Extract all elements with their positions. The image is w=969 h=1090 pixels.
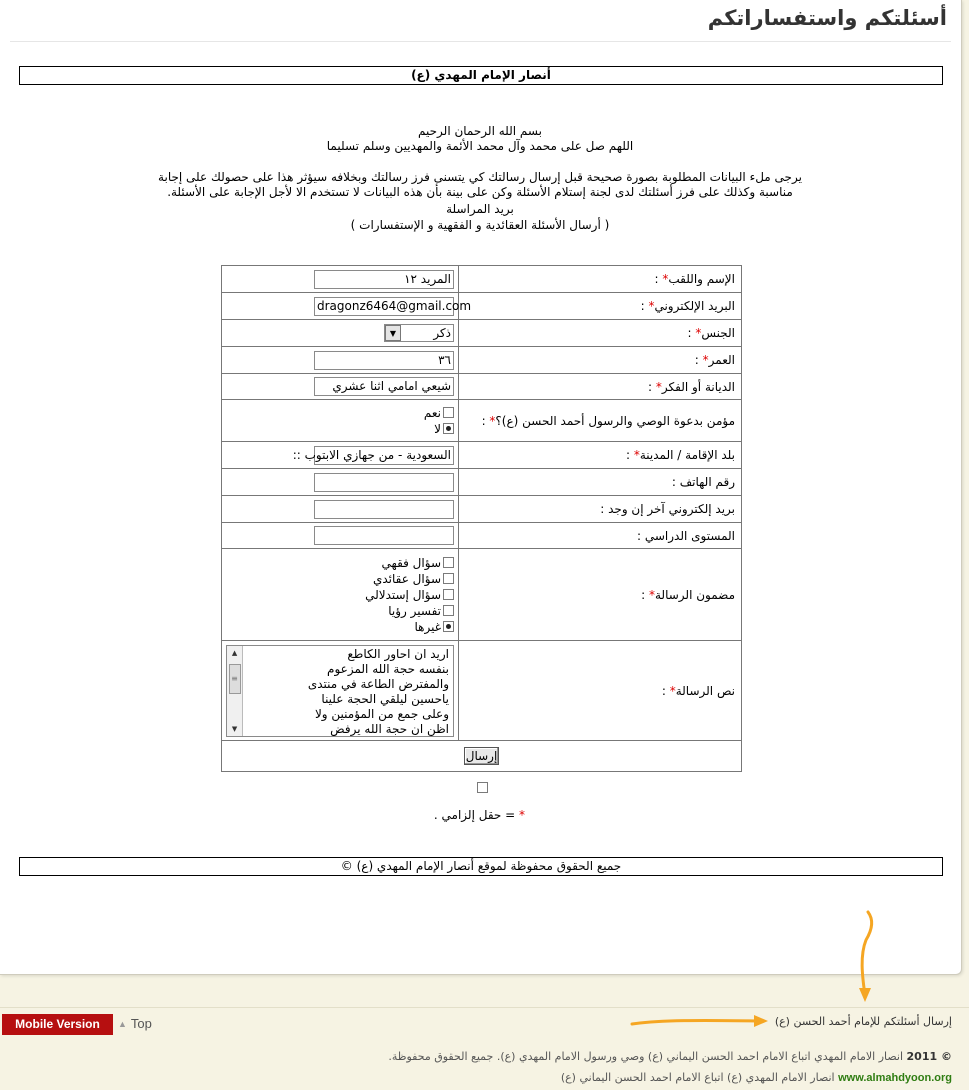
city-label: بلد الإقامة / المدينة* :: [459, 442, 742, 469]
radio-unchecked[interactable]: [443, 605, 454, 616]
form-row-submit: [222, 741, 742, 772]
annotation-arrowhead-down: [859, 988, 871, 1002]
belief-label: مؤمن بدعوة الوصي والرسول أحمد الحسن (ع)؟* :: [459, 400, 742, 442]
title-divider: [10, 41, 951, 42]
submit-button[interactable]: إرسال: [465, 749, 498, 763]
alt-email-label: بريد إلكتروني آخر إن وجد :: [459, 496, 742, 523]
belief-option-yes[interactable]: نعم: [226, 405, 454, 421]
message-textarea[interactable]: [226, 645, 454, 737]
radio-unchecked[interactable]: [443, 557, 454, 568]
form-row-city: [222, 442, 742, 469]
message-text[interactable]: اريد ان احاور الكاطع بنفسه حجة الله المزعوم والمفترض الطاعة في منتدى ياحسين ليلقي الحجة علينا وعلى جمع من المؤمنين ولا اظن ان حجة الله يرفض: [307, 646, 449, 736]
radio-checked[interactable]: [443, 621, 454, 632]
intro-instruction-1: يرجى ملء البيانات المطلوبة بصورة صحيحة قبل إرسال رسالتك كي يتسنى فرز رسالتك وبخلافه سيؤثر هذا على حصولك على إجابة: [158, 170, 802, 184]
site-header-box: أنصار الإمام المهدي (ع): [19, 66, 943, 85]
mobile-version-button[interactable]: Mobile Version: [2, 1014, 113, 1035]
age-input[interactable]: ٣٦: [314, 351, 454, 370]
religion-label: الديانة أو الفكر* :: [459, 374, 742, 400]
radio-unchecked[interactable]: [443, 407, 454, 418]
phone-input[interactable]: [314, 473, 454, 492]
arrow-up-icon: ▲: [118, 1018, 127, 1029]
top-link[interactable]: [118, 1016, 152, 1031]
content-option-dream[interactable]: تفسير رؤيا: [226, 603, 454, 619]
scrollbar[interactable]: [227, 646, 243, 736]
name-input[interactable]: المريد ١٢: [314, 270, 454, 289]
form-row-gender: [222, 320, 742, 347]
form-row-phone: [222, 469, 742, 496]
footer-page-link[interactable]: إرسال أسئلتكم للإمام أحمد الحسن (ع): [774, 1015, 952, 1028]
annotation-arrowhead-right: [754, 1015, 768, 1027]
site-credit-line: www.almahdyoon.org انصار الامام المهدي (ع) اتباع الامام احمد الحسن اليماني (ع): [560, 1071, 952, 1084]
gender-select[interactable]: [384, 324, 454, 342]
footer-divider: [0, 1007, 969, 1008]
alt-email-input[interactable]: [314, 500, 454, 519]
radio-checked[interactable]: [443, 423, 454, 434]
chevron-down-icon[interactable]: ▼: [385, 325, 401, 341]
intro-mail-subtitle: ( أرسال الأسئلة العقائدية و الفقهية و الإستفسارات ): [350, 218, 610, 232]
content-option-aqaid[interactable]: سؤال عقائدي: [226, 571, 454, 587]
intro-salawat: اللهم صل على محمد وآل محمد الأئمة والمهديين وسلم تسليما: [326, 139, 634, 153]
content-option-fiqh[interactable]: سؤال فقهي: [226, 555, 454, 571]
top-link-label[interactable]: Top: [130, 1016, 152, 1031]
gender-select-value: ذكر: [433, 326, 451, 340]
intro-basmala: بسم الله الرحمان الرحيم: [418, 124, 542, 138]
phone-label: رقم الهاتف :: [459, 469, 742, 496]
education-label: المستوى الدراسي :: [459, 523, 742, 549]
form-row-email: [222, 293, 742, 320]
form-row-content: [222, 549, 742, 641]
form-row-education: [222, 523, 742, 549]
form-row-religion: [222, 374, 742, 400]
intro-mail-title: بريد المراسلة: [446, 202, 514, 216]
checkbox[interactable]: [477, 782, 488, 793]
education-input[interactable]: [314, 526, 454, 545]
belief-option-no[interactable]: لا: [226, 421, 454, 437]
site-url-link[interactable]: www.almahdyoon.org: [838, 1072, 952, 1084]
form-row-belief: [222, 400, 742, 442]
form-row-message: [222, 641, 742, 741]
form-row-name: [222, 266, 742, 293]
intro-instruction-2: مناسبة وكذلك على فرز أسئلتك لدى لجنة إستلام الأسئلة وكن على بينة بأن هذه البيانات لا تستخدم الا لأجل الإجابة على الأسئلة.: [167, 185, 793, 199]
copyright-year: © 2011: [906, 1050, 952, 1063]
religion-input[interactable]: شيعي امامي اثنا عشري: [314, 377, 454, 396]
scroll-up-icon[interactable]: ▲: [231, 648, 238, 657]
message-label: نص الرسالة* :: [459, 641, 742, 741]
radio-unchecked[interactable]: [443, 573, 454, 584]
content-option-other[interactable]: غيرها: [226, 619, 454, 635]
content-option-istidlal[interactable]: سؤال إستدلالي: [226, 587, 454, 603]
email-input[interactable]: dragonz6464@gmail.com: [314, 297, 454, 316]
scroll-down-icon[interactable]: ▼: [231, 724, 238, 733]
scroll-thumb[interactable]: ≡: [229, 664, 241, 694]
content-label: مضمون الرسالة* :: [459, 549, 742, 641]
age-label: العمر* :: [459, 347, 742, 374]
name-label: الإسم واللقب* :: [459, 266, 742, 293]
email-label: البريد الإلكتروني* :: [459, 293, 742, 320]
radio-unchecked[interactable]: [443, 589, 454, 600]
copyright-line: © 2011 انصار الامام المهدي اتباع الامام احمد الحسن اليماني (ع) وصي ورسول الامام المهدي (ع). جميع الحقوق محفوظة.: [388, 1050, 952, 1063]
site-copyright-box: جميع الحقوق محفوظة لموقع أنصار الإمام المهدي (ع) ©: [19, 857, 943, 876]
annotation-arrow-horizontal: [632, 1020, 758, 1024]
question-form: [221, 265, 742, 772]
page-title: أسئلتكم واستفساراتكم: [707, 6, 947, 30]
required-star: *: [519, 808, 525, 822]
gender-label: الجنس* :: [459, 320, 742, 347]
form-row-age: [222, 347, 742, 374]
required-legend: * = حقل إلزامي .: [433, 808, 525, 822]
city-input[interactable]: السعودية - من جهازي الابتوب ::: [314, 446, 454, 465]
form-row-alt-email: [222, 496, 742, 523]
